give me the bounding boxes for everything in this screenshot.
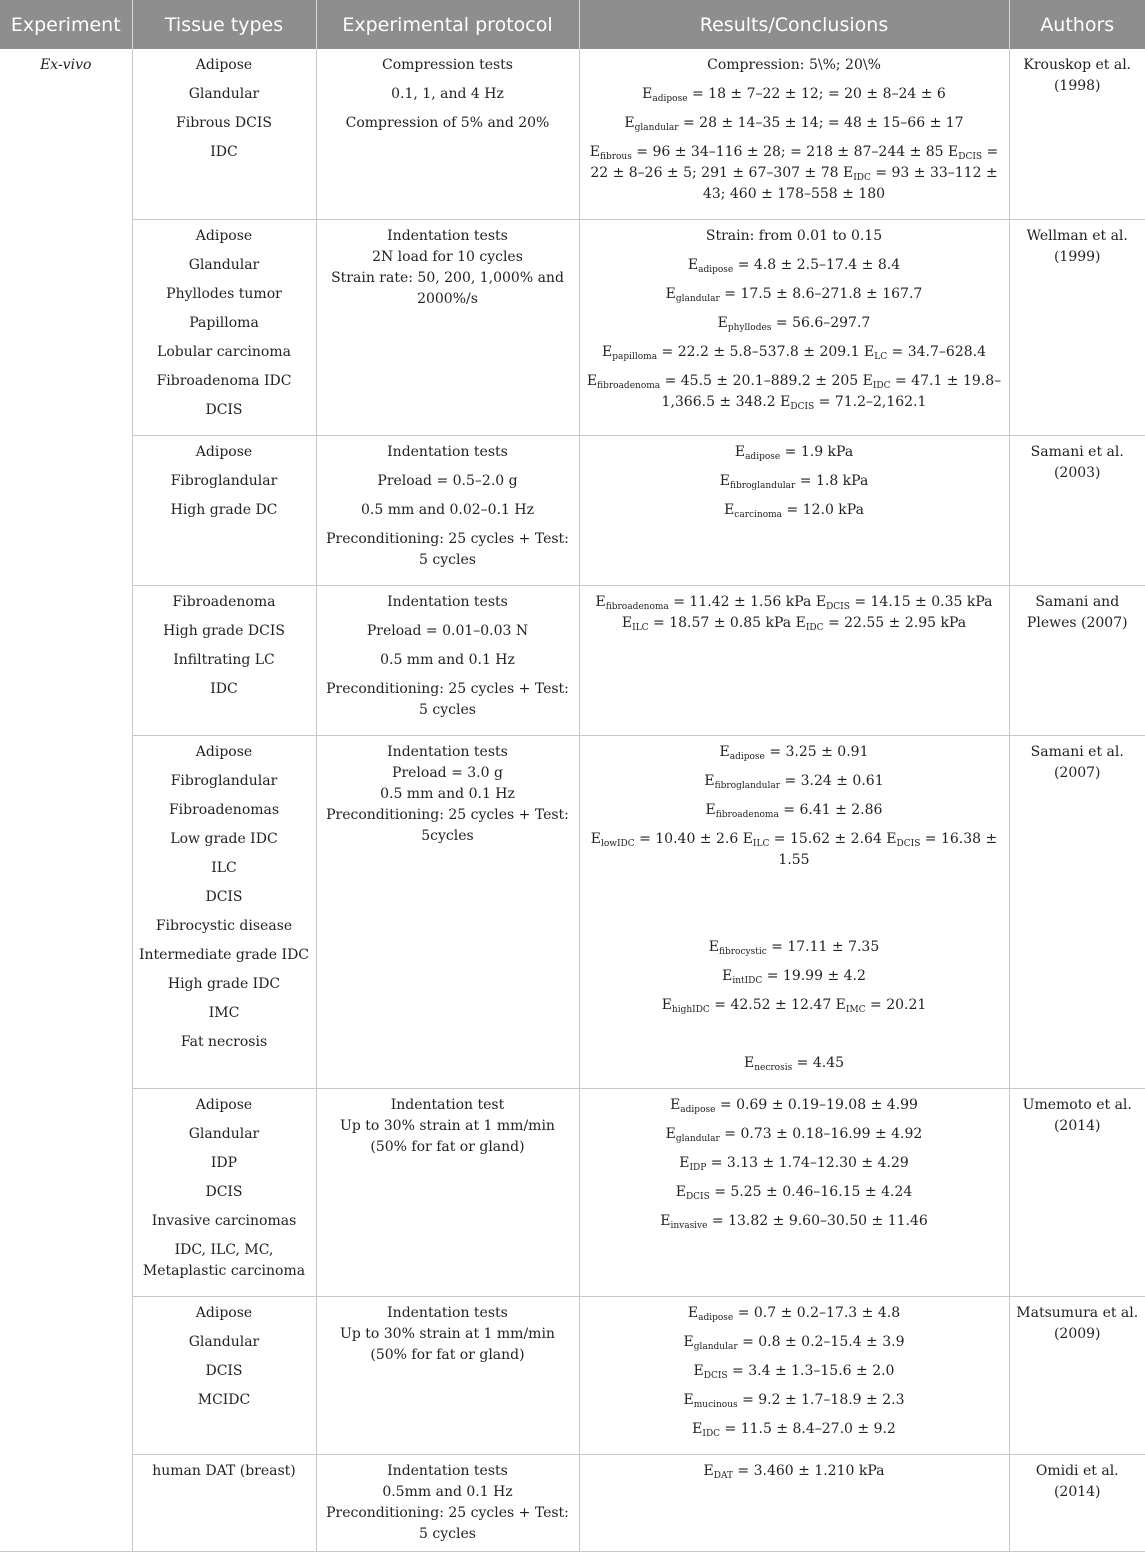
tissue-type: Adipose	[195, 1097, 253, 1113]
result-text: E	[595, 594, 606, 610]
result-text: = 28 ± 14–35 ± 14; = 48 ± 15–66 ± 17	[678, 115, 964, 131]
result-text: = 18 ± 7–22 ± 12; = 20 ± 8–24 ± 6	[687, 86, 946, 102]
result-line	[586, 1124, 1003, 1145]
tissue-types-cell	[132, 1297, 316, 1455]
modulus-subscript: adipose	[745, 452, 781, 462]
result-text: = 22.2 ± 5.8–537.8 ± 209.1 E	[657, 344, 875, 360]
modulus-subscript: fibroadenoma	[605, 602, 669, 612]
result-text: = 6.41 ± 2.86	[778, 802, 883, 818]
modulus-subscript: adipose	[652, 94, 688, 104]
result-line	[586, 800, 1003, 821]
result-text: E	[687, 1305, 699, 1321]
modulus-subscript: IDC	[853, 173, 871, 183]
protocol-line: Indentation test	[390, 1097, 505, 1113]
table-row	[0, 436, 1145, 586]
tissue-type: Infiltrating LC	[173, 652, 275, 668]
modulus-subscript: glandular	[634, 123, 679, 133]
result-text: E	[722, 968, 733, 984]
results-cell	[579, 1455, 1009, 1552]
modulus-subscript: fibroglandular	[714, 781, 780, 791]
results-gap	[586, 879, 1003, 908]
result-text: = 11.42 ± 1.56 kPa E	[668, 594, 827, 610]
tissue-type: Adipose	[195, 744, 253, 760]
table-row	[0, 1297, 1145, 1455]
result-text: E	[589, 144, 600, 160]
tissue-type: Glandular	[188, 1126, 260, 1142]
header-authors: Authors	[1009, 0, 1145, 49]
result-text: = 34.7–628.4	[887, 344, 986, 360]
tissue-type: IMC	[208, 1005, 240, 1021]
protocol-line: Indentation tests	[387, 594, 508, 610]
result-text: E	[665, 1126, 676, 1142]
modulus-subscript: DCIS	[826, 602, 850, 612]
result-text: E	[704, 773, 715, 789]
protocol-cell	[316, 49, 579, 220]
table-row	[0, 49, 1145, 220]
modulus-subscript: adipose	[698, 265, 734, 275]
modulus-subscript: IDC	[805, 623, 824, 633]
authors-cell: Krouskop et al. (1998)	[1009, 49, 1145, 220]
tissue-type: Papilloma	[189, 315, 259, 331]
protocol-line: Indentation tests	[387, 744, 508, 760]
tissue-type: Glandular	[188, 1334, 260, 1350]
result-text: = 71.2–2,162.1	[814, 394, 927, 410]
tissue-type: Fibroadenoma	[172, 594, 276, 610]
result-text: = 16.38 ± 1.55	[778, 831, 998, 868]
result-text: Strain: from 0.01 to 0.15	[705, 228, 883, 244]
protocol-cell	[316, 736, 579, 1089]
protocol-cell	[316, 1455, 579, 1552]
result-line	[586, 771, 1003, 792]
result-text: E	[708, 939, 719, 955]
result-text: = 56.6–297.7	[771, 315, 871, 331]
modulus-subscript: lowIDC	[600, 839, 635, 849]
result-line	[586, 1053, 1003, 1074]
result-text: = 0.69 ± 0.19–19.08 ± 4.99	[715, 1097, 918, 1113]
tissue-types-cell	[132, 736, 316, 1089]
modulus-subscript: papilloma	[612, 352, 658, 362]
modulus-subscript: ILC	[632, 623, 649, 633]
result-text: = 11.5 ± 8.4–27.0 ± 9.2	[720, 1421, 896, 1437]
tissue-types-cell	[132, 49, 316, 220]
modulus-subscript: DCIS	[896, 839, 921, 849]
table-row	[0, 1455, 1145, 1552]
result-text: E	[683, 1392, 694, 1408]
result-text: = 18.57 ± 0.85 kPa E	[648, 615, 806, 631]
result-line	[586, 995, 1003, 1016]
result-text: = 9.2 ± 1.7–18.9 ± 2.3	[737, 1392, 905, 1408]
protocol-cell	[316, 1297, 579, 1455]
tissue-type: High grade DC	[170, 502, 278, 518]
result-line	[586, 113, 1003, 134]
result-text: E	[601, 344, 613, 360]
modulus-subscript: glandular	[693, 1342, 738, 1352]
result-text: = 0.73 ± 0.18–16.99 ± 4.92	[719, 1126, 923, 1142]
tissue-type: human DAT (breast)	[152, 1463, 296, 1479]
result-line	[586, 966, 1003, 987]
protocol-line: 0.5 mm and 0.1 Hz	[380, 652, 515, 668]
protocol-cell	[316, 436, 579, 586]
protocol-line: Compression tests	[381, 57, 513, 73]
result-text: E	[705, 802, 716, 818]
results-cell	[579, 49, 1009, 220]
result-text: = 12.0 kPa	[782, 502, 864, 518]
result-text: E	[693, 1363, 704, 1379]
header-results: Results/Conclusions	[579, 0, 1009, 49]
result-text: = 96 ± 34–116 ± 28; = 218 ± 87–244 ± 85 E	[631, 144, 959, 160]
tissue-types-cell	[132, 586, 316, 736]
results-gap	[586, 908, 1003, 937]
result-text: = 3.25 ± 0.91	[764, 744, 869, 760]
modulus-subscript: glandular	[675, 1134, 720, 1144]
tissue-type: Adipose	[195, 57, 253, 73]
table-row	[0, 220, 1145, 436]
modulus-subscript: IDP	[689, 1163, 707, 1173]
tissue-type: Adipose	[195, 444, 253, 460]
result-text: = 10.40 ± 2.6 E	[634, 831, 753, 847]
result-text: = 93 ± 33–112 ± 43; 460 ± 178–558 ± 180	[702, 165, 998, 202]
result-text: Compression: 5\%; 20\%	[707, 57, 881, 73]
result-line	[586, 829, 1003, 871]
authors-cell: Wellman et al. (1999)	[1009, 220, 1145, 436]
tissue-type: Glandular	[188, 86, 260, 102]
result-line	[586, 1303, 1003, 1324]
header-experiment: Experiment	[0, 0, 132, 49]
tissue-type: Glandular	[188, 257, 260, 273]
result-text: = 17.5 ± 8.6–271.8 ± 167.7	[719, 286, 923, 302]
result-text: E	[661, 997, 672, 1013]
result-text: E	[743, 1055, 755, 1071]
tissue-type: Adipose	[195, 228, 253, 244]
modulus-subscript: DCIS	[685, 1192, 710, 1202]
protocol-cell	[316, 586, 579, 736]
tissue-type: DCIS	[205, 1184, 243, 1200]
result-text: = 47.1 ± 19.8–1,366.5 ± 348.2 E	[661, 373, 1002, 410]
result-text: = 0.8 ± 0.2–15.4 ± 3.9	[737, 1334, 905, 1350]
result-line	[586, 1461, 1003, 1482]
modulus-subscript: necrosis	[754, 1063, 793, 1073]
tissue-type: Intermediate grade IDC	[138, 947, 310, 963]
modulus-subscript: fibrous	[599, 152, 632, 162]
protocol-line: 0.5mm and 0.1 Hz Preconditioning: 25 cycles + Test: 5 cycles	[326, 1484, 569, 1542]
result-line	[586, 342, 1003, 363]
tissue-type: ILC	[211, 860, 237, 876]
result-text: = 42.52 ± 12.47 E	[709, 997, 846, 1013]
tissue-type: IDC	[210, 681, 238, 697]
modulus-subscript: IDC	[872, 381, 891, 391]
results-cell	[579, 220, 1009, 436]
result-text: = 3.24 ± 0.61	[780, 773, 884, 789]
result-text: E	[717, 315, 728, 331]
protocol-line: Up to 30% strain at 1 mm/min (50% for fat or gland)	[340, 1118, 555, 1155]
tissue-type: Invasive carcinomas	[151, 1213, 297, 1229]
result-text: E	[665, 286, 676, 302]
protocol-line: Up to 30% strain at 1 mm/min (50% for fat or gland)	[340, 1326, 555, 1363]
tissue-type: Low grade IDC	[170, 831, 278, 847]
result-text: E	[642, 86, 653, 102]
tissue-type: High grade DCIS	[163, 623, 285, 639]
result-line	[586, 1332, 1003, 1353]
tissue-types-cell	[132, 1089, 316, 1297]
result-text: = 3.460 ± 1.210 kPa	[732, 1463, 885, 1479]
result-text: E	[675, 1184, 686, 1200]
result-text: E	[683, 1334, 694, 1350]
results-cell	[579, 736, 1009, 1089]
result-line	[586, 1419, 1003, 1440]
tissue-type: Phyllodes tumor	[166, 286, 282, 302]
result-text: E	[586, 373, 598, 389]
modulus-subscript: fibroadenoma	[715, 810, 779, 820]
result-text: = 1.9 kPa	[780, 444, 854, 460]
protocol-line: Preconditioning: 25 cycles + Test: 5cycles	[326, 807, 569, 844]
tissue-type: Lobular carcinoma	[157, 344, 291, 360]
result-line	[586, 284, 1003, 305]
result-line	[586, 1153, 1003, 1174]
result-text: = 20.21	[865, 997, 927, 1013]
modulus-subscript: adipose	[729, 752, 765, 762]
tissue-type: MCIDC	[197, 1392, 251, 1408]
result-text: = 14.15 ± 0.35 kPa E	[621, 594, 993, 631]
modulus-subscript: DCIS	[703, 1371, 728, 1381]
protocol-line: Indentation tests	[387, 1305, 508, 1321]
result-text: = 4.45	[792, 1055, 845, 1071]
results-cell	[579, 1297, 1009, 1455]
results-gap	[586, 1024, 1003, 1053]
tissue-type: IDC	[210, 144, 238, 160]
modulus-subscript: intIDC	[732, 976, 763, 986]
result-text: = 22 ± 8–26 ± 5; 291 ± 67–307 ± 78 E	[590, 144, 999, 181]
result-text: = 3.13 ± 1.74–12.30 ± 4.29	[706, 1155, 909, 1171]
result-text: = 5.25 ± 0.46–16.15 ± 4.24	[709, 1184, 913, 1200]
protocol-line: Preconditioning: 25 cycles + Test: 5 cycles	[326, 531, 569, 568]
modulus-subscript: ILC	[752, 839, 770, 849]
protocol-line: Strain rate: 50, 200, 1,000% and 2000%/s	[331, 270, 564, 307]
protocol-cell	[316, 220, 579, 436]
result-line	[586, 84, 1003, 105]
experiment-cell: Ex-vivo	[0, 49, 132, 1552]
tissue-type: Fibroglandular	[170, 473, 278, 489]
authors-cell: Samani et al. (2007)	[1009, 736, 1145, 1089]
protocol-line: 2N load for 10 cycles	[372, 249, 523, 265]
modulus-subscript: fibroglandular	[729, 481, 796, 491]
protocol-line: Preload = 0.5–2.0 g	[377, 473, 518, 489]
modulus-subscript: fibrocystic	[718, 947, 767, 957]
tissue-type: Adipose	[195, 1305, 253, 1321]
authors-cell: Omidi et al. (2014)	[1009, 1455, 1145, 1552]
result-text: = 22.55 ± 2.95 kPa	[823, 615, 967, 631]
result-line	[586, 1361, 1003, 1382]
result-line	[586, 592, 1003, 634]
result-line	[586, 742, 1003, 763]
tissue-type: Fibrocystic disease	[155, 918, 293, 934]
modulus-subscript: IDC	[702, 1429, 721, 1439]
modulus-subscript: DAT	[713, 1471, 733, 1481]
result-text: = 19.99 ± 4.2	[762, 968, 866, 984]
result-line	[586, 937, 1003, 958]
result-line	[586, 142, 1003, 205]
authors-cell: Samani et al. (2003)	[1009, 436, 1145, 586]
result-line	[586, 313, 1003, 334]
result-text: E	[679, 1155, 690, 1171]
result-line	[586, 371, 1003, 413]
modulus-subscript: carcinoma	[734, 510, 783, 520]
result-text: E	[590, 831, 601, 847]
result-text: = 1.8 kPa	[795, 473, 869, 489]
tissue-type: IDP	[210, 1155, 238, 1171]
protocol-line: Indentation tests	[387, 228, 508, 244]
table-body	[0, 49, 1145, 1552]
modulus-subscript: IMC	[845, 1005, 866, 1015]
tissue-type: DCIS	[205, 889, 243, 905]
result-line	[586, 55, 1003, 76]
modulus-subscript: fibroadenoma	[597, 381, 661, 391]
tissue-type: Fibroglandular	[170, 773, 278, 789]
result-text: = 3.4 ± 1.3–15.6 ± 2.0	[727, 1363, 895, 1379]
results-cell	[579, 586, 1009, 736]
modulus-subscript: LC	[874, 352, 888, 362]
modulus-subscript: highIDC	[671, 1005, 710, 1015]
modulus-subscript: glandular	[675, 294, 720, 304]
result-line	[586, 226, 1003, 247]
result-text: E	[719, 473, 730, 489]
header-protocol: Experimental protocol	[316, 0, 579, 49]
protocol-line: Preload = 0.01–0.03 N	[366, 623, 529, 639]
tissue-type: DCIS	[205, 1363, 243, 1379]
result-line	[586, 1390, 1003, 1411]
protocol-cell	[316, 1089, 579, 1297]
protocol-line: Preconditioning: 25 cycles + Test: 5 cycles	[326, 681, 569, 718]
table-row	[0, 586, 1145, 736]
tissue-type: Fat necrosis	[180, 1034, 268, 1050]
tissue-type: High grade IDC	[167, 976, 281, 992]
result-line	[586, 500, 1003, 521]
result-line	[586, 1211, 1003, 1232]
modulus-subscript: invasive	[670, 1221, 708, 1231]
table-row	[0, 736, 1145, 1089]
tissue-type: DCIS	[205, 402, 243, 418]
result-text: = 13.82 ± 9.60–30.50 ± 11.46	[707, 1213, 928, 1229]
result-text: E	[692, 1421, 703, 1437]
result-text: E	[687, 257, 699, 273]
authors-cell: Samani and Plewes (2007)	[1009, 586, 1145, 736]
protocol-line: 0.5 mm and 0.02–0.1 Hz	[361, 502, 534, 518]
protocol-line: Indentation tests	[387, 444, 508, 460]
tissue-types-cell	[132, 220, 316, 436]
modulus-subscript: adipose	[680, 1105, 716, 1115]
table-header	[0, 0, 1145, 49]
authors-cell: Umemoto et al. (2014)	[1009, 1089, 1145, 1297]
protocol-line: Preload = 3.0 g	[392, 765, 503, 781]
modulus-subscript: DCIS	[958, 152, 983, 162]
result-line	[586, 255, 1003, 276]
tissue-types-cell	[132, 1455, 316, 1552]
result-line	[586, 1182, 1003, 1203]
results-cell	[579, 436, 1009, 586]
tissue-type: Fibrous DCIS	[176, 115, 272, 131]
modulus-subscript: phyllodes	[727, 323, 772, 333]
tissue-type: Fibroadenomas	[168, 802, 280, 818]
modulus-subscript: mucinous	[693, 1400, 738, 1410]
modulus-subscript: DCIS	[790, 402, 815, 412]
result-text: = 17.11 ± 7.35	[766, 939, 880, 955]
header-tissue-types: Tissue types	[132, 0, 316, 49]
result-text: E	[670, 1097, 681, 1113]
result-text: = 0.7 ± 0.2–17.3 ± 4.8	[733, 1305, 901, 1321]
result-text: E	[719, 744, 730, 760]
tissue-type: IDC, ILC, MC, Metaplastic carcinoma	[142, 1242, 306, 1279]
result-text: E	[660, 1213, 671, 1229]
result-text: = 45.5 ± 20.1–889.2 ± 205 E	[660, 373, 873, 389]
result-line	[586, 442, 1003, 463]
modulus-subscript: adipose	[698, 1313, 734, 1323]
results-cell	[579, 1089, 1009, 1297]
tissue-types-cell	[132, 436, 316, 586]
protocol-line: 0.5 mm and 0.1 Hz	[380, 786, 515, 802]
authors-cell: Matsumura et al. (2009)	[1009, 1297, 1145, 1455]
protocol-line: Indentation tests	[387, 1463, 508, 1479]
result-text: E	[703, 1463, 714, 1479]
result-text: = 4.8 ± 2.5–17.4 ± 8.4	[733, 257, 901, 273]
protocol-line: Compression of 5% and 20%	[345, 115, 550, 131]
result-line	[586, 1095, 1003, 1116]
result-text: = 15.62 ± 2.64 E	[769, 831, 897, 847]
protocol-line: 0.1, 1, and 4 Hz	[391, 86, 504, 102]
result-text: E	[724, 502, 735, 518]
result-text: E	[734, 444, 746, 460]
table-row	[0, 1089, 1145, 1297]
tissue-type: Fibroadenoma IDC	[156, 373, 292, 389]
result-line	[586, 471, 1003, 492]
result-text: E	[624, 115, 635, 131]
